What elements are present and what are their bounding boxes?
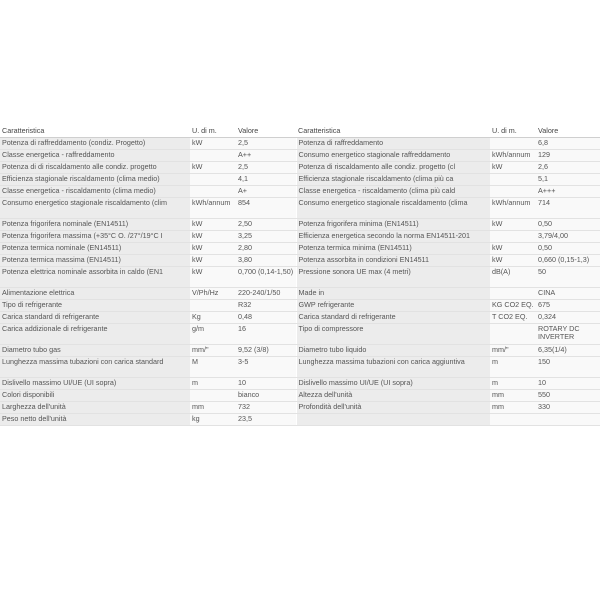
table-row [0,219,600,231]
cell-value: 2,5 [236,162,296,174]
cell-value-right: 550 [536,390,600,402]
cell-feature-right: Classe energetica - riscaldamento (clima più cald [296,186,490,198]
cell-unit [190,186,236,198]
cell-unit-right [490,231,536,243]
cell-feature: Colori disponibili [0,390,190,402]
spec-table [0,123,600,426]
cell-feature-right: Potenza termica minima (EN14511) [296,243,490,255]
cell-feature-right [296,414,490,426]
cell-unit: kW [190,162,236,174]
cell-feature-right: Carica standard di refrigerante [296,312,490,324]
cell-unit-right [490,186,536,198]
header-feature-right: Caratteristica [296,123,490,138]
cell-unit [190,300,236,312]
cell-feature: Classe energetica - raffreddamento [0,150,190,162]
cell-unit: kW [190,255,236,267]
cell-value: R32 [236,300,296,312]
cell-value: 0,700 (0,14-1,50) [236,267,296,288]
cell-value-right: 675 [536,300,600,312]
table-row [0,174,600,186]
cell-value: 854 [236,198,296,219]
table-row [0,150,600,162]
cell-feature: Potenza di raffreddamento (condiz. Progetto) [0,138,190,150]
table-row [0,345,600,357]
cell-value: A+ [236,186,296,198]
cell-unit: kW [190,138,236,150]
cell-value-right: ROTARY DC INVERTER [536,324,600,345]
cell-value-right: CINA [536,288,600,300]
cell-unit: Kg [190,312,236,324]
cell-unit-right [490,324,536,345]
cell-feature-right: Potenza frigorifera minima (EN14511) [296,219,490,231]
cell-value-right: 0,50 [536,219,600,231]
cell-unit: kW [190,231,236,243]
cell-feature-right: Consumo energetico stagionale riscaldamento (clima [296,198,490,219]
cell-feature-right: Consumo energetico stagionale raffreddamento [296,150,490,162]
cell-value: 2,80 [236,243,296,255]
cell-unit-right: mm [490,390,536,402]
header-value: Valore [236,123,296,138]
cell-value-right: 129 [536,150,600,162]
cell-unit [190,174,236,186]
table-row [0,162,600,174]
cell-unit [190,390,236,402]
cell-feature: Lunghezza massima tubazioni con carica standard [0,357,190,378]
cell-feature-right: Efficienza energetica secondo la norma EN14511-201 [296,231,490,243]
cell-value-right: 6,35(1/4) [536,345,600,357]
table-row [0,390,600,402]
cell-feature-right: Potenza assorbita in condizioni EN14511 [296,255,490,267]
cell-unit-right: m [490,357,536,378]
cell-feature-right: GWP refrigerante [296,300,490,312]
cell-feature: Tipo di refrigerante [0,300,190,312]
cell-feature-right: Potenza di riscaldamento alle condiz. progetto (cl [296,162,490,174]
cell-value-right: 50 [536,267,600,288]
cell-unit-right: kW [490,219,536,231]
cell-feature-right: Potenza di raffreddamento [296,138,490,150]
cell-unit: g/m [190,324,236,345]
cell-unit: mm/" [190,345,236,357]
cell-value: 3-5 [236,357,296,378]
table-row [0,255,600,267]
cell-value-right: 0,660 (0,15-1,3) [536,255,600,267]
cell-unit-right: kWh/annum [490,150,536,162]
cell-feature-right: Diametro tubo liquido [296,345,490,357]
cell-unit: m [190,378,236,390]
cell-feature-right: Pressione sonora UE max (4 metri) [296,267,490,288]
header-row [0,123,600,138]
table-row [0,300,600,312]
cell-unit: kW [190,267,236,288]
table-row [0,138,600,150]
cell-value: 732 [236,402,296,414]
cell-feature: Potenza elettrica nominale assorbita in caldo (EN1 [0,267,190,288]
cell-unit [190,150,236,162]
cell-value: 2,50 [236,219,296,231]
cell-unit-right: kW [490,255,536,267]
cell-feature: Classe energetica - riscaldamento (clima medio) [0,186,190,198]
table-row [0,186,600,198]
cell-value-right: 2,6 [536,162,600,174]
cell-value: 3,80 [236,255,296,267]
cell-value-right: 0,50 [536,243,600,255]
cell-value: 9,52 (3/8) [236,345,296,357]
cell-unit: mm [190,402,236,414]
table-row [0,288,600,300]
cell-feature: Consumo energetico stagionale riscaldamento (clim [0,198,190,219]
cell-unit-right [490,138,536,150]
cell-feature: Carica addizionale di refrigerante [0,324,190,345]
cell-unit-right: kWh/annum [490,198,536,219]
cell-feature: Potenza frigorifera massima (+35°C O. /27°/19°C I [0,231,190,243]
table-row [0,198,600,219]
cell-value: 23,5 [236,414,296,426]
header-unit: U. di m. [190,123,236,138]
table-row [0,267,600,288]
table-row [0,414,600,426]
cell-unit: kW [190,219,236,231]
cell-unit-right: m [490,378,536,390]
cell-value-right: A+++ [536,186,600,198]
cell-unit-right: KG CO2 EQ. [490,300,536,312]
cell-unit: kWh/annum [190,198,236,219]
cell-value-right: 150 [536,357,600,378]
cell-feature-right: Dislivello massimo UI/UE (UI sopra) [296,378,490,390]
cell-value: A++ [236,150,296,162]
cell-unit: M [190,357,236,378]
cell-feature: Peso netto dell'unità [0,414,190,426]
cell-value: 3,25 [236,231,296,243]
cell-unit-right: kW [490,243,536,255]
cell-value-right: 3,79/4,00 [536,231,600,243]
cell-feature-right: Altezza dell'unità [296,390,490,402]
cell-feature-right: Made in [296,288,490,300]
cell-unit-right [490,174,536,186]
table-row [0,312,600,324]
cell-unit-right: dB(A) [490,267,536,288]
cell-value-right: 5,1 [536,174,600,186]
cell-value-right: 330 [536,402,600,414]
cell-unit: kW [190,243,236,255]
cell-value-right: 6,8 [536,138,600,150]
cell-feature: Efficienza stagionale riscaldamento (clima medio) [0,174,190,186]
cell-unit-right: mm/" [490,345,536,357]
cell-feature-right: Profondità dell'unità [296,402,490,414]
cell-unit: kg [190,414,236,426]
cell-value: 0,48 [236,312,296,324]
cell-value-right: 0,324 [536,312,600,324]
cell-unit-right [490,288,536,300]
cell-feature: Potenza termica massima (EN14511) [0,255,190,267]
cell-value: 2,5 [236,138,296,150]
cell-unit: V/Ph/Hz [190,288,236,300]
cell-value: 220-240/1/50 [236,288,296,300]
cell-value-right: 714 [536,198,600,219]
cell-feature: Alimentazione elettrica [0,288,190,300]
cell-value: 10 [236,378,296,390]
table-row [0,357,600,378]
table-row [0,378,600,390]
table-row [0,324,600,345]
cell-value-right: 10 [536,378,600,390]
cell-feature: Dislivello massimo UI/UE (UI sopra) [0,378,190,390]
cell-feature-right: Tipo di compressore [296,324,490,345]
cell-unit-right: mm [490,402,536,414]
table-row [0,243,600,255]
table-row [0,231,600,243]
cell-value-right [536,414,600,426]
cell-feature: Diametro tubo gas [0,345,190,357]
cell-feature: Carica standard di refrigerante [0,312,190,324]
cell-unit-right [490,414,536,426]
table-body [0,138,600,426]
cell-feature-right: Lunghezza massima tubazioni con carica aggiuntiva [296,357,490,378]
cell-value: 4,1 [236,174,296,186]
table-row [0,402,600,414]
header-unit-right: U. di m. [490,123,536,138]
cell-feature: Potenza termica nominale (EN14511) [0,243,190,255]
cell-unit-right: T CO2 EQ. [490,312,536,324]
cell-value: 16 [236,324,296,345]
cell-unit-right: kW [490,162,536,174]
header-value-right: Valore [536,123,600,138]
header-feature: Caratteristica [0,123,190,138]
cell-value: bianco [236,390,296,402]
cell-feature: Potenza di di riscaldamento alle condiz. progetto [0,162,190,174]
cell-feature-right: Efficienza stagionale riscaldamento (clima più ca [296,174,490,186]
cell-feature: Larghezza dell'unità [0,402,190,414]
cell-feature: Potenza frigorifera nominale (EN14511) [0,219,190,231]
